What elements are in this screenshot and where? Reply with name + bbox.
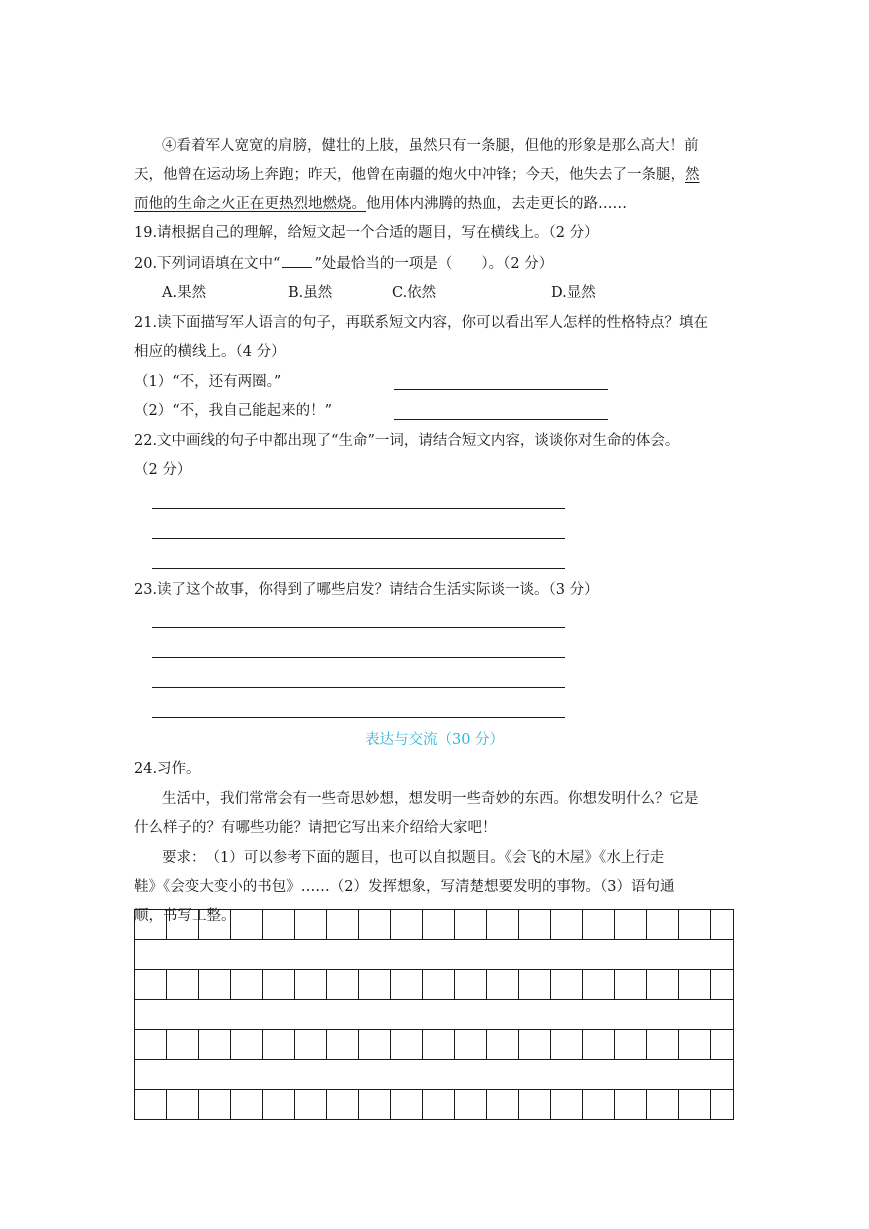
fill-blank [282, 253, 312, 268]
answer-line-22-3[interactable] [152, 568, 565, 569]
answer-line-21-2[interactable] [394, 419, 608, 420]
option-b: B.虽然 [288, 285, 333, 301]
passage-line-1: ④看着军人宽宽的肩膀，健壮的上肢，虽然只有一条腿，但他的形象是那么高大！前 [162, 138, 699, 154]
grid-row[interactable] [134, 969, 734, 999]
grid-row[interactable] [134, 909, 734, 939]
option-c: C.依然 [392, 285, 437, 301]
passage-line-3 [134, 194, 627, 214]
answer-line-21-1[interactable] [394, 389, 608, 390]
question-21-line-2: 相应的横线上。（4 分） [134, 344, 286, 360]
question-21-item-2: （2）“不，我自己能起来的！” [134, 403, 333, 419]
essay-prompt-line-2: 什么样子的？有哪些功能？请把它写出来介绍给大家吧！ [134, 820, 497, 836]
answer-line-23-4[interactable] [152, 717, 565, 718]
question-22-line-1: 22.文中画线的句子中都出现了“生命”一词，请结合短文内容，谈谈你对生命的体会。 [134, 433, 680, 449]
question-21-item-1: （1）“不，还有两圈。” [134, 374, 282, 390]
passage-line-2-text: 天，他曾在运动场上奔跑；昨天，他曾在南疆的炮火中冲锋；今天，他失去了一条腿， [134, 167, 685, 183]
underlined-sentence: 而他的生命之火正在更热烈地燃烧。 [134, 196, 366, 212]
question-21-line-1: 21.读下面描写军人语言的句子，再联系短文内容，你可以看出军人怎样的性格特点？填在 [134, 315, 709, 331]
question-20-prefix: 20.下列词语填在文中“ [134, 256, 281, 272]
essay-prompt-line-1: 生活中，我们常常会有一些奇思妙想，想发明一些奇妙的东西。你想发明什么？它是 [162, 791, 699, 807]
question-20 [134, 253, 553, 274]
answer-line-23-1[interactable] [152, 627, 565, 628]
grid-row[interactable] [134, 1089, 734, 1119]
underlined-sentence-start: 然 [685, 167, 700, 183]
answer-line-23-3[interactable] [152, 687, 565, 688]
option-d: D.显然 [551, 285, 596, 301]
essay-requirements-line-3: 顺，书写工整。 [134, 908, 236, 924]
section-title: 表达与交流（30 分） [364, 732, 505, 748]
answer-line-22-1[interactable] [152, 508, 565, 509]
passage-line-2 [134, 165, 700, 185]
answer-line-23-2[interactable] [152, 657, 565, 658]
essay-requirements-line-1: 要求： （1）可以参考下面的题目，也可以自拟题目。《会飞的木屋》《水上行走 [162, 850, 665, 866]
writing-grid[interactable] [134, 909, 734, 1120]
question-22-line-2: （2 分） [134, 462, 192, 478]
question-24-title: 24.习作。 [134, 761, 201, 777]
essay-requirements-line-2: 鞋》《会变大变小的书包》……（2）发挥想象，写清楚想要发明的事物。（3）语句通 [134, 879, 675, 895]
passage-line-3-rest: 他用体内沸腾的热血，去走更长的路…… [366, 196, 627, 212]
option-a: A.果然 [162, 285, 207, 301]
question-20-suffix: ”处最恰当的一项是（ ）。（2 分） [314, 256, 554, 272]
question-23: 23.读了这个故事，你得到了哪些启发？请结合生活实际谈一谈。（3 分） [134, 582, 599, 598]
grid-row-spacer [134, 1059, 734, 1089]
grid-row[interactable] [134, 1029, 734, 1059]
grid-row-spacer [134, 999, 734, 1029]
answer-line-22-2[interactable] [152, 538, 565, 539]
question-19: 19.请根据自己的理解，给短文起一个合适的题目，写在横线上。（2 分） [134, 225, 599, 241]
grid-row-spacer [134, 939, 734, 969]
